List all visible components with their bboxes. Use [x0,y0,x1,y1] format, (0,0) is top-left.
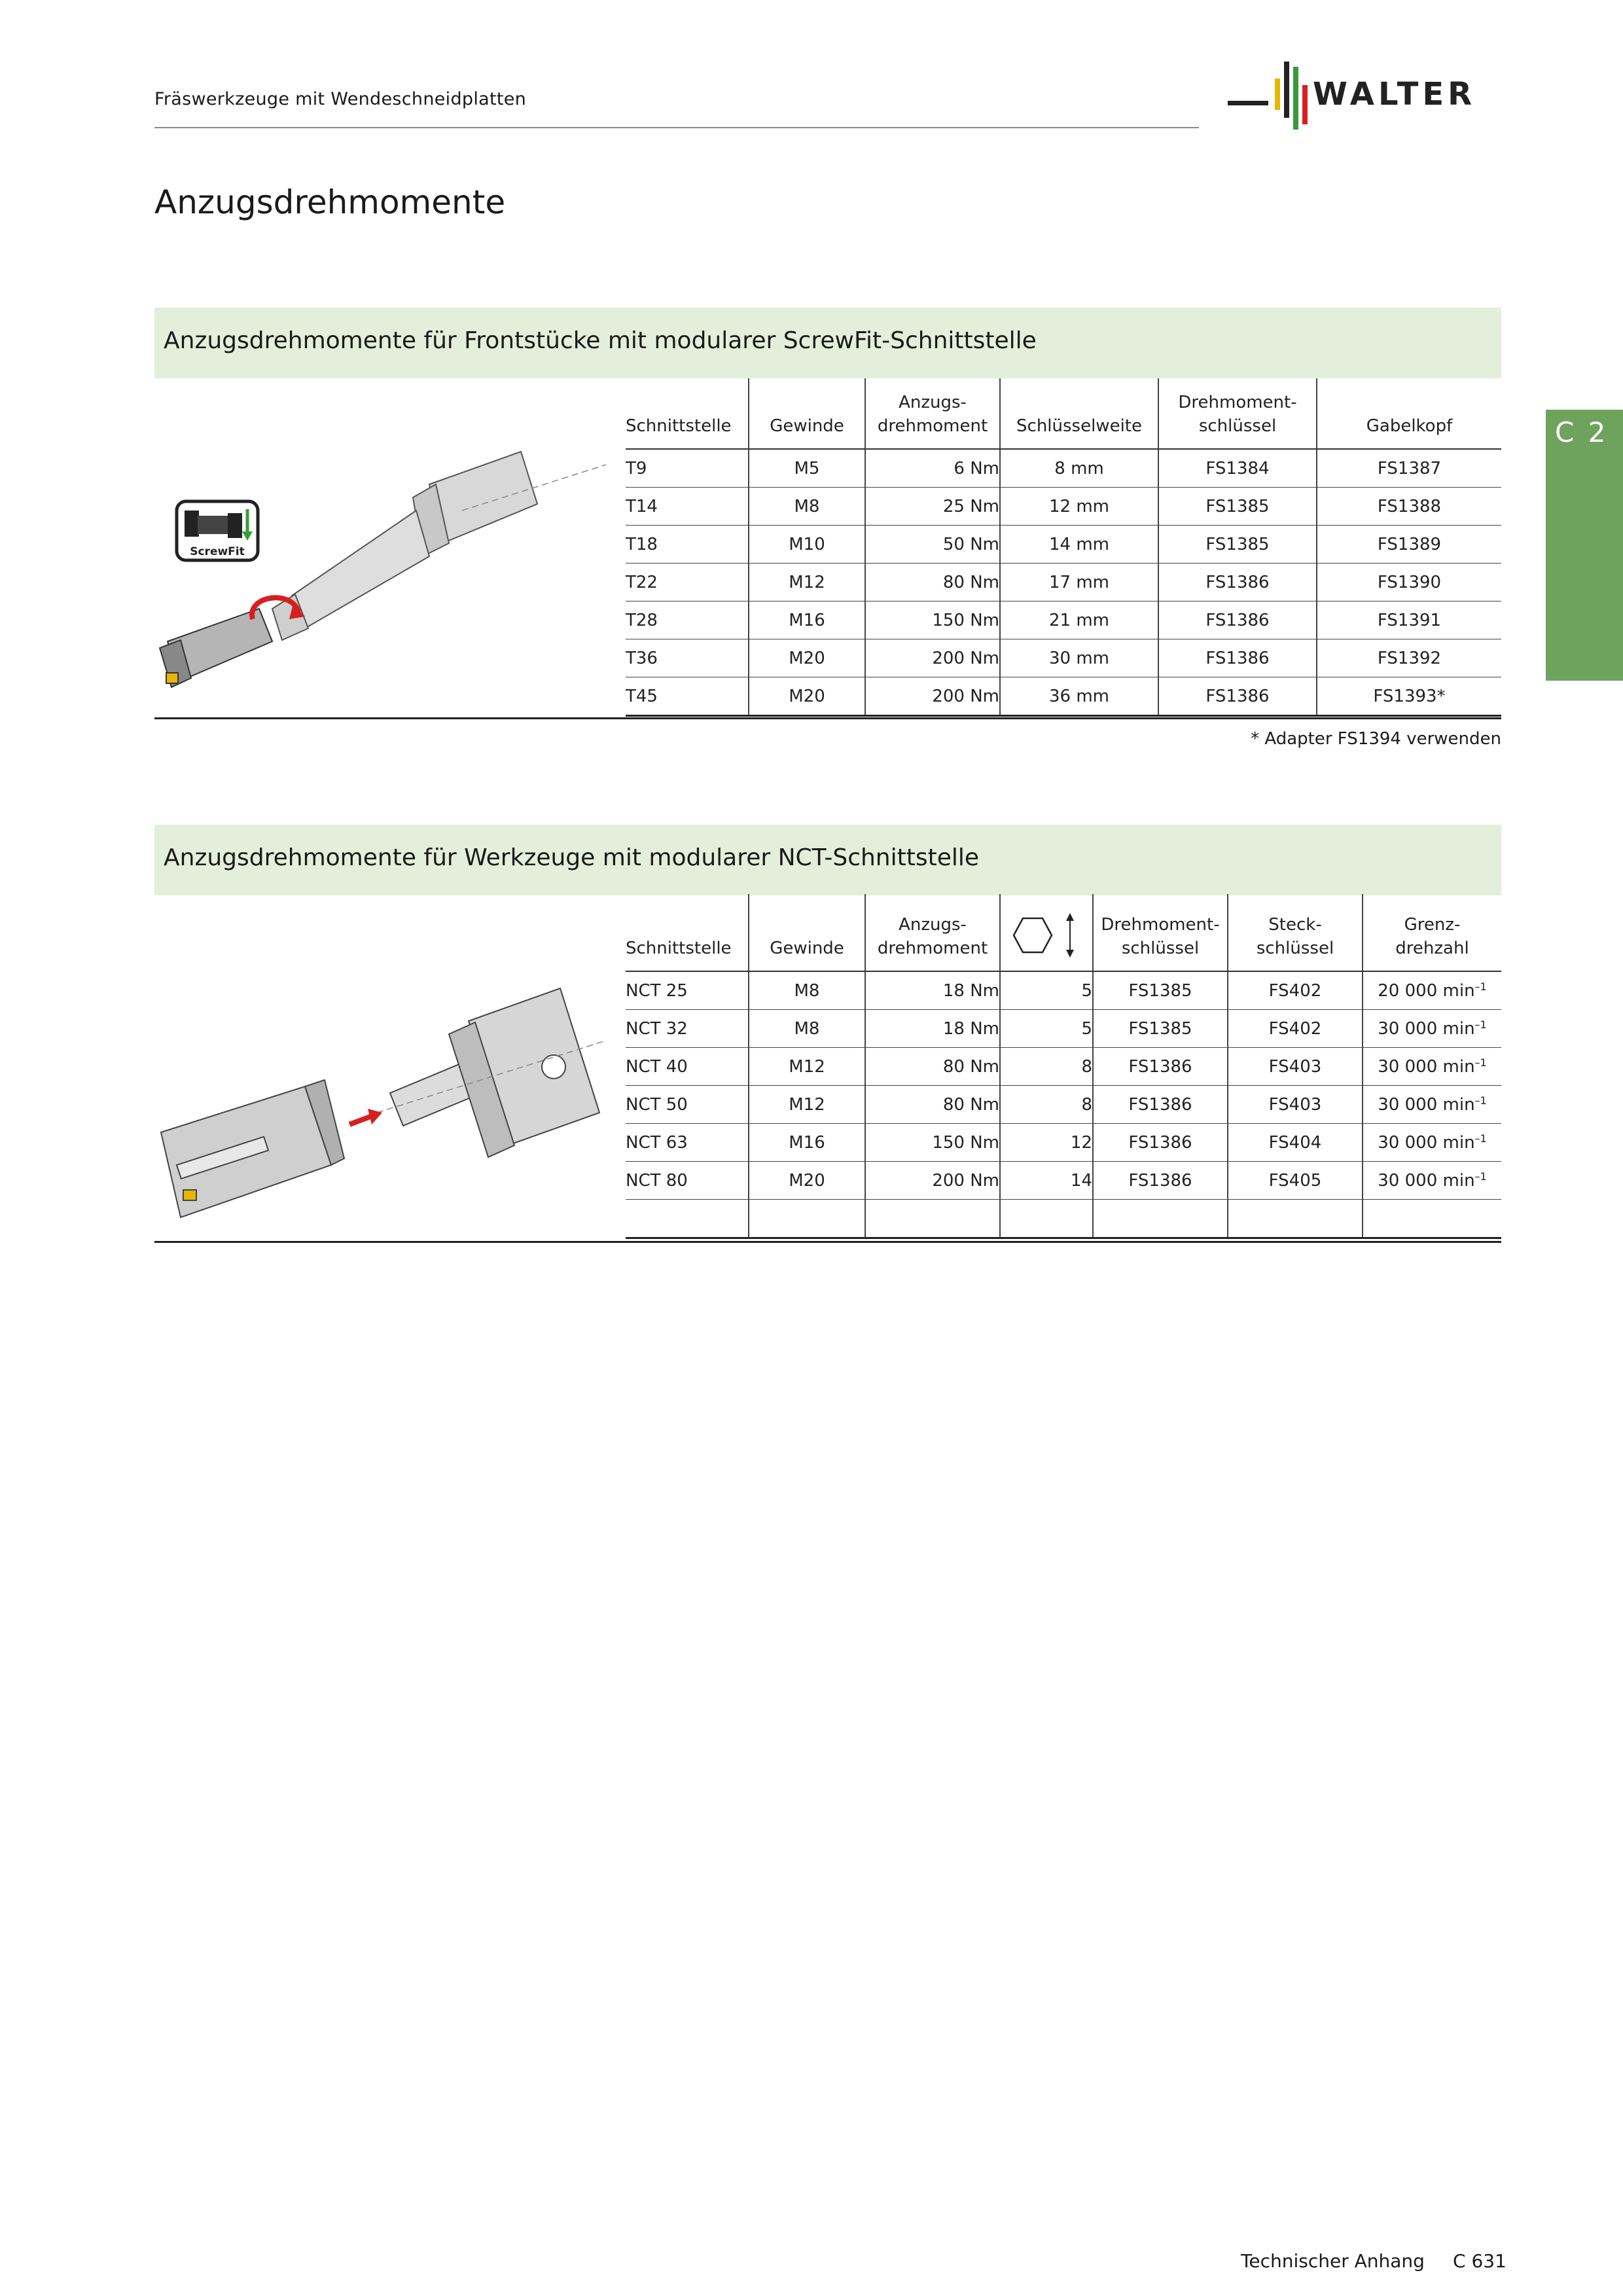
cell-schluesselweite: 17 mm [1000,564,1158,601]
cell-grenzdrehzahl: 30 000 $\min^{-1}$ [1363,1124,1501,1162]
cell-drehmomentschluessel: FS1386 [1158,639,1317,677]
table-row [626,639,1501,677]
cell-drehmomentschluessel: FS1386 [1093,1086,1228,1124]
table-row [626,1086,1501,1124]
col-header-schluesselweite: Schlüsselweite [1000,378,1158,449]
cell-gabelkopf: FS1388 [1317,488,1501,526]
cell-drehmomentschluessel: FS1386 [1158,601,1317,639]
cell-gewinde: M10 [749,526,865,564]
cell-drehmoment: 200 Nm [865,639,1000,677]
col-header-drehmomentschluessel: Drehmoment- schlüssel [1158,378,1317,449]
table-row [626,1010,1501,1048]
cell-schluesselweite: 5 [1000,971,1093,1010]
cell-gabelkopf: FS1389 [1317,526,1501,564]
cell-schluesselweite: 12 mm [1000,488,1158,526]
cell-schnittstelle: T18 [626,526,749,564]
cell-gewinde: M12 [749,1086,865,1124]
cell-empty [1000,1200,1093,1238]
cell-drehmoment: 80 Nm [865,1086,1000,1124]
cell-empty [1363,1200,1501,1238]
cell-steckschluessel: FS403 [1228,1048,1363,1086]
section1-band [154,308,1501,378]
table-header-row [626,378,1501,449]
cell-empty [749,1200,865,1238]
screwfit-torque-table [626,378,1501,717]
table-header-row [626,894,1501,971]
cell-drehmoment: 18 Nm [865,1010,1000,1048]
cell-grenzdrehzahl: 30 000 $\min^{-1}$ [1363,1086,1501,1124]
cell-drehmomentschluessel: FS1385 [1158,526,1317,564]
cell-schnittstelle: T28 [626,601,749,639]
cell-gewinde: M20 [749,639,865,677]
cell-empty [626,1200,749,1238]
cell-gewinde: M16 [749,601,865,639]
cell-schluesselweite: 8 [1000,1086,1093,1124]
cell-schluesselweite: 21 mm [1000,601,1158,639]
cell-gewinde: M8 [749,1010,865,1048]
cell-drehmoment: 150 Nm [865,601,1000,639]
cell-empty [1093,1200,1228,1238]
cell-schluesselweite: 36 mm [1000,677,1158,716]
walter-logo [1228,59,1503,132]
cell-drehmoment: 6 Nm [865,449,1000,488]
col-header-anzugsdrehmoment: Anzugs- drehmoment [865,894,1000,971]
cell-drehmomentschluessel: FS1385 [1093,1010,1228,1048]
cell-drehmoment: 25 Nm [865,488,1000,526]
cell-drehmoment: 150 Nm [865,1124,1000,1162]
table-row [626,488,1501,526]
table-row [626,601,1501,639]
table-row [626,526,1501,564]
col-header-schnittstelle: Schnittstelle [626,378,749,449]
col-header-anzugsdrehmoment: Anzugs- drehmoment [865,378,1000,449]
table-row [626,1124,1501,1162]
cell-drehmomentschluessel: FS1386 [1093,1162,1228,1200]
cell-steckschluessel: FS403 [1228,1086,1363,1124]
section2-title: Anzugsdrehmomente für Werkzeuge mit modularer NCT-Schnittstelle [164,844,980,871]
col-header-schnittstelle: Schnittstelle [626,894,749,971]
chapter-tab-label: C 2 [1555,416,1609,448]
cell-drehmomentschluessel: FS1386 [1158,677,1317,716]
cell-schnittstelle: NCT 40 [626,1048,749,1086]
nct-tool-illustration [154,982,613,1244]
cell-schnittstelle: T9 [626,449,749,488]
cell-gabelkopf: FS1392 [1317,639,1501,677]
cell-drehmoment: 50 Nm [865,526,1000,564]
cell-schluesselweite: 14 mm [1000,526,1158,564]
cell-drehmoment: 80 Nm [865,564,1000,601]
cell-schnittstelle: NCT 32 [626,1010,749,1048]
cell-schnittstelle: T22 [626,564,749,601]
cell-gewinde: M16 [749,1124,865,1162]
table-row [626,971,1501,1010]
cell-schluesselweite: 30 mm [1000,639,1158,677]
cell-drehmomentschluessel: FS1386 [1158,564,1317,601]
table-row [626,1162,1501,1200]
section2-bottom-rule [154,1241,1501,1243]
cell-gabelkopf: FS1391 [1317,601,1501,639]
cell-grenzdrehzahl: 30 000 $\min^{-1}$ [1363,1048,1501,1086]
col-header-gewinde: Gewinde [749,378,865,449]
logo-wordmark: WALTER [1313,76,1476,113]
cell-gabelkopf: FS1393* [1317,677,1501,716]
cell-schluesselweite: 14 [1000,1162,1093,1200]
col-header-grenzdrehzahl: Grenz- drehzahl [1363,894,1501,971]
cell-drehmomentschluessel: FS1386 [1093,1124,1228,1162]
cell-drehmomentschluessel: FS1385 [1093,971,1228,1010]
screwfit-tool-illustration [154,432,613,694]
cell-schnittstelle: NCT 50 [626,1086,749,1124]
col-header-drehmomentschluessel: Drehmoment- schlüssel [1093,894,1228,971]
cell-grenzdrehzahl: 30 000 $\min^{-1}$ [1363,1162,1501,1200]
cell-gewinde: M5 [749,449,865,488]
cell-grenzdrehzahl: 30 000 $\min^{-1}$ [1363,1010,1501,1048]
cell-drehmoment: 200 Nm [865,677,1000,716]
cell-grenzdrehzahl: 20 000 $\min^{-1}$ [1363,971,1501,1010]
section1-bottom-rule [154,717,1501,719]
cell-schluesselweite: 12 [1000,1124,1093,1162]
table-row-empty [626,1200,1501,1238]
cell-drehmomentschluessel: FS1385 [1158,488,1317,526]
section1-title: Anzugsdrehmomente für Frontstücke mit modularer ScrewFit-Schnittstelle [164,327,1037,354]
cell-schluesselweite: 8 [1000,1048,1093,1086]
cell-empty [865,1200,1000,1238]
cell-schnittstelle: NCT 63 [626,1124,749,1162]
cell-gewinde: M12 [749,564,865,601]
cell-schnittstelle: NCT 80 [626,1162,749,1200]
cell-steckschluessel: FS402 [1228,971,1363,1010]
header-divider [154,127,1199,128]
col-header-gewinde: Gewinde [749,894,865,971]
section2-band [154,825,1501,895]
hexagon-wrench-size-icon [1007,910,1086,960]
page-title: Anzugsdrehmomente [154,183,506,221]
cell-steckschluessel: FS402 [1228,1010,1363,1048]
screwfit-badge-label: ScrewFit [190,545,245,558]
chapter-tab [1546,410,1623,681]
cell-gabelkopf: FS1390 [1317,564,1501,601]
screwfit-badge-icon [177,501,258,560]
cell-schluesselweite: 5 [1000,1010,1093,1048]
cell-steckschluessel: FS404 [1228,1124,1363,1162]
table-row [626,1048,1501,1086]
section1-footnote: * Adapter FS1394 verwenden [1251,729,1501,749]
nct-torque-table [626,894,1501,1239]
cell-schnittstelle: T45 [626,677,749,716]
table-row [626,564,1501,601]
footer-page-number: C 631 [1453,2250,1507,2272]
cell-drehmomentschluessel: FS1384 [1158,449,1317,488]
cell-gewinde: M8 [749,488,865,526]
cell-gewinde: M20 [749,1162,865,1200]
col-header-steckschluessel: Steck- schlüssel [1228,894,1363,971]
cell-drehmoment: 200 Nm [865,1162,1000,1200]
cell-gewinde: M12 [749,1048,865,1086]
cell-schnittstelle: T14 [626,488,749,526]
cell-drehmomentschluessel: FS1386 [1093,1048,1228,1086]
running-title: Fräswerkzeuge mit Wendeschneidplatten [154,89,527,109]
cell-schnittstelle: T36 [626,639,749,677]
table-row [626,449,1501,488]
cell-steckschluessel: FS405 [1228,1162,1363,1200]
cell-schluesselweite: 8 mm [1000,449,1158,488]
cell-drehmoment: 18 Nm [865,971,1000,1010]
cell-gewinde: M20 [749,677,865,716]
cell-drehmoment: 80 Nm [865,1048,1000,1086]
cell-gabelkopf: FS1387 [1317,449,1501,488]
cell-gewinde: M8 [749,971,865,1010]
cell-schnittstelle: NCT 25 [626,971,749,1010]
cell-empty [1228,1200,1363,1238]
col-header-schluesselweite [1000,894,1093,971]
footer-chapter-label: Technischer Anhang [1241,2250,1425,2272]
table-row [626,677,1501,716]
col-header-gabelkopf: Gabelkopf [1317,378,1501,449]
